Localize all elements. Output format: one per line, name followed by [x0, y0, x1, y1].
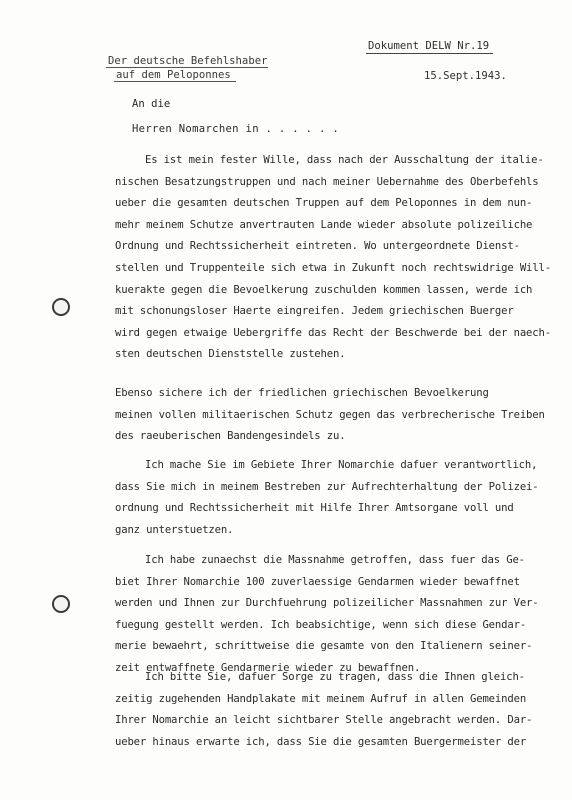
sender-underline-2 — [114, 81, 236, 82]
address-line-2: Herren Nomarchen in . . . . . . — [132, 123, 340, 135]
text-line: mit schonungsloser Haerte eingreifen. Jedem griechischen Buerger — [115, 305, 514, 318]
text-line: Ebenso sichere ich der friedlichen griechischen Bevoelkerung — [115, 387, 489, 399]
document-number — [368, 40, 489, 52]
paragraph-2 — [115, 383, 545, 448]
text-line: des raeuberischen Bandengesindels zu. — [115, 430, 346, 443]
text-line: zeitig zugehenden Handplakate mit meinem Aufruf in allen Gemeinden — [115, 692, 527, 705]
text-line: kuerakte gegen die Bevoelkerung zuschulden kommen lassen, werde ich — [115, 283, 533, 296]
paragraph-5 — [115, 667, 533, 753]
text-line: Ordnung und Rechtssicherheit eintreten. Wo untergeordnete Dienst- — [115, 240, 520, 253]
text-line: Es ist mein fester Wille, dass nach der Ausschaltung der italie- — [145, 154, 544, 166]
text-line: Ich mache Sie im Gebiete Ihrer Nomarchie dafuer verantwortlich, — [145, 459, 538, 471]
text-line: zeit entwaffnete Gendarmerie wieder zu bewaffnen. — [115, 661, 421, 674]
sender-underline-1 — [106, 67, 268, 68]
sender-block — [108, 54, 267, 82]
text-line: stellen und Truppenteile sich etwa in Zukunft noch rechtswidrige Will- — [115, 261, 551, 274]
text-line: ganz unterstuetzen. — [115, 523, 234, 536]
text-line: merie bewaehrt, schrittweise die gesamte von den Italienern seiner- — [115, 640, 533, 653]
document-number-text: Dokument DELW Nr.19 — [368, 40, 490, 52]
punch-hole-bottom — [52, 595, 70, 613]
text-line: Ich bitte Sie, dafuer Sorge zu tragen, dass die Ihnen gleich- — [145, 671, 525, 683]
text-line: sten deutschen Dienststelle zustehen. — [115, 348, 346, 361]
text-line: ueber hinaus erwarte ich, dass Sie die gesamten Buergermeister der — [115, 735, 527, 748]
document-date: 15.Sept.1943. — [424, 70, 507, 82]
text-line: nischen Besatzungstruppen und nach meiner Uebernahme des Oberbefehls — [115, 175, 539, 188]
text-line: werden und Ihnen zur Durchfuehrung polizeilicher Massnahmen zur Ver- — [115, 597, 539, 610]
text-line: Ihrer Nomarchie an leicht sichtbarer Stelle angebracht werden. Dar- — [115, 714, 533, 727]
text-line: wird gegen etwaige Uebergriffe das Recht der Beschwerde bei der naech- — [115, 326, 551, 339]
text-line: ueber die gesamten deutschen Truppen auf dem Peloponnes in dem nun- — [115, 197, 533, 210]
sender-line-1: Der deutsche Befehlshaber — [108, 55, 268, 67]
sender-line-2: auf dem Peloponnes — [116, 69, 231, 81]
paragraph-4 — [115, 550, 539, 680]
address-line-1: An die — [132, 98, 171, 110]
text-line: fuegung gestellt werden. Ich beabsichtige, wenn sich diese Gendar- — [115, 618, 527, 631]
document-number-underline — [366, 53, 493, 54]
paragraph-3 — [115, 455, 539, 541]
text-line: meinen vollen militaerischen Schutz gegen das verbrecherische Treiben — [115, 408, 545, 421]
paragraph-1 — [115, 150, 551, 366]
text-line: mehr meinem Schutze anvertrauten Lande wieder absolute polizeiliche — [115, 218, 533, 231]
text-line: dass Sie mich in meinem Bestreben zur Aufrechterhaltung der Polizei- — [115, 480, 539, 493]
text-line: biet Ihrer Nomarchie 100 zuverlaessige Gendarmen wieder bewaffnet — [115, 575, 520, 588]
text-line: ordnung und Rechtssicherheit mit Hilfe Ihrer Amtsorgane voll und — [115, 502, 514, 515]
text-line: Ich habe zunaechst die Massnahme getroffen, dass fuer das Ge- — [145, 554, 525, 566]
punch-hole-top — [52, 298, 70, 316]
